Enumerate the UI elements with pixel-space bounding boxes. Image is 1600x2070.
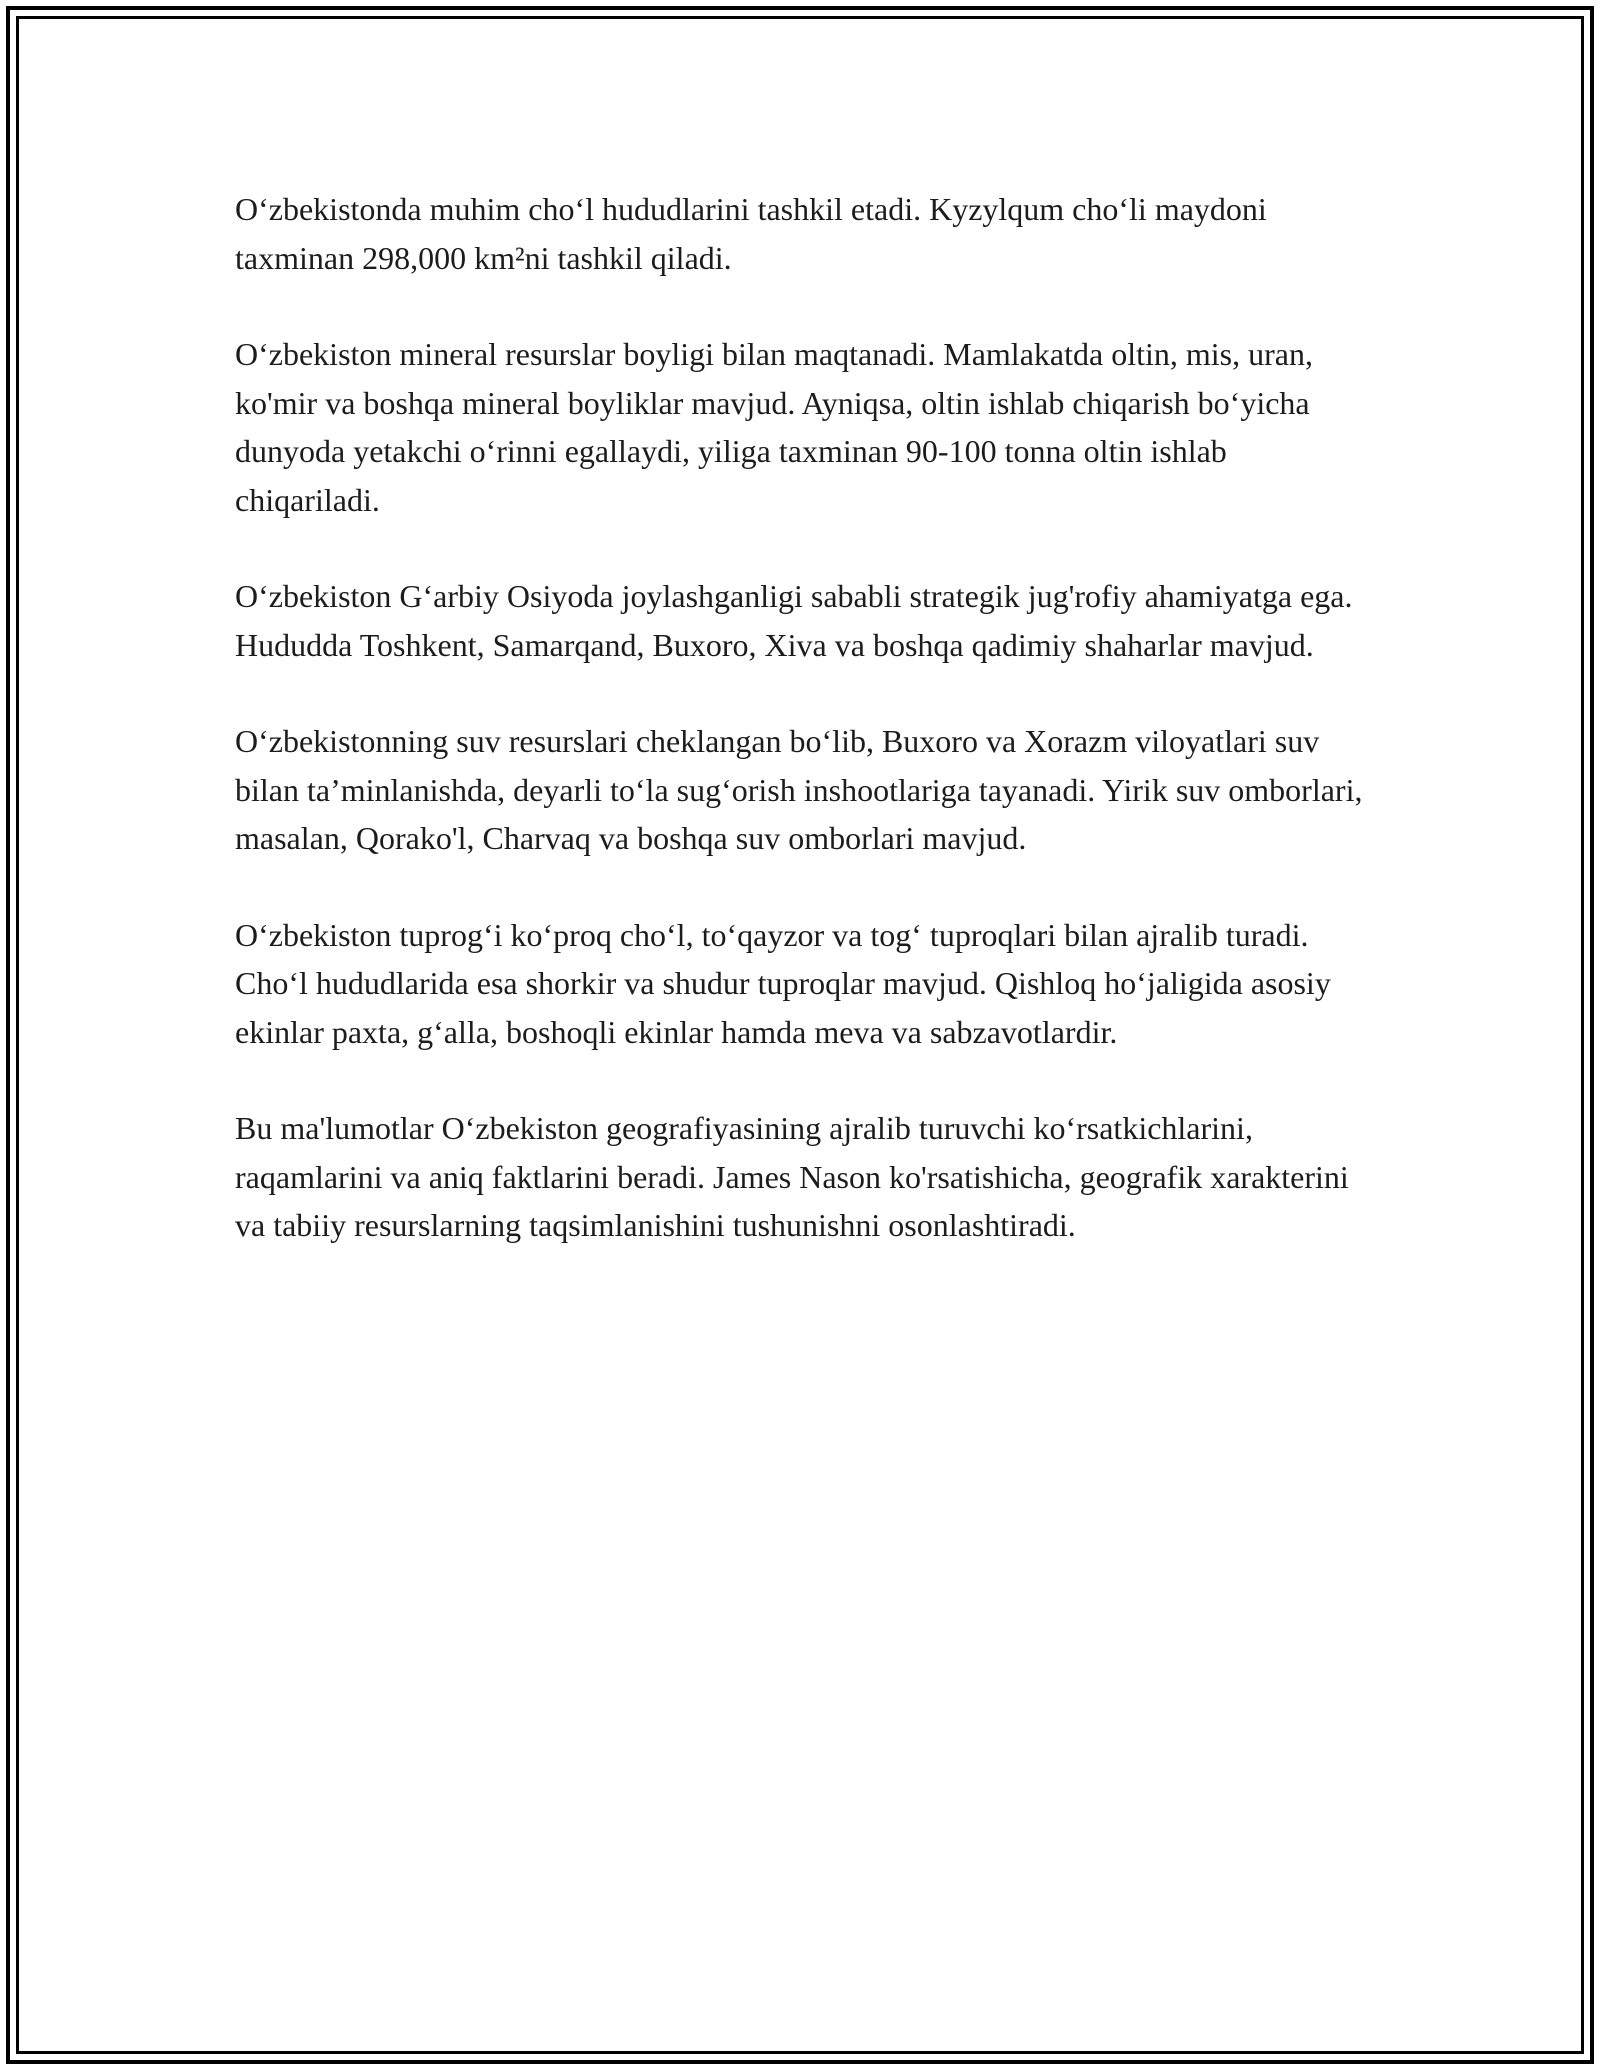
paragraph-location: O‘zbekiston G‘arbiy Osiyoda joylashganligi sababli strategik jug'rofiy ahamiyatga ega. Hududda Toshkent, Samarqand, Buxoro, Xiva va boshqa qadimiy shaharlar mavjud.: [235, 578, 1353, 663]
paragraph-water: O‘zbekistonning suv resurslari cheklangan bo‘lib, Buxoro va Xorazm viloyatlari suv bilan ta’minlanishda, deyarli to‘la sug‘orish inshootlariga tayanadi. Yirik suv omborlari, masalan, Qorako'l, Charvaq va boshqa suv omborlari mavjud.: [235, 723, 1363, 856]
paragraph-soil: O‘zbekiston tuprog‘i ko‘proq cho‘l, to‘qayzor va tog‘ tuproqlari bilan ajralib turadi. Cho‘l hududlarida esa shorkir va shudur tuproqlar mavjud. Qishloq ho‘jaligida asosiy ekinlar paxta, g‘alla, boshoqli ekinlar hamda meva va sabzavotlardir.: [235, 916, 1331, 1050]
paragraph-minerals: O‘zbekiston mineral resurslar boyligi bilan maqtanadi. Mamlakatda oltin, mis, uran, ko'mir va boshqa mineral boyliklar mavjud. Ayniqsa, oltin ishlab chiqarish bo‘yicha dunyoda yetakchi o‘rinni egallaydi, yiliga taxminan 90-100 tonna oltin ishlab chiqariladi.: [235, 336, 1313, 518]
paragraph-summary: Bu ma'lumotlar O‘zbekiston geografiyasining ajralib turuvchi ko‘rsatkichlarini, raqamlarini va aniq faktlarini beradi. James Nason ko'rsatishicha, geografik xarakterini va tabiiy resurslarning taqsimlanishini tushunishni osonlashtiradi.: [235, 1110, 1349, 1243]
paragraph-desert: O‘zbekistonda muhim cho‘l hududlarini tashkil etadi. Kyzylqum cho‘li maydoni taxminan 298,000 km²ni tashkil qiladi.: [235, 191, 1267, 276]
document-body: [235, 185, 1375, 1298]
